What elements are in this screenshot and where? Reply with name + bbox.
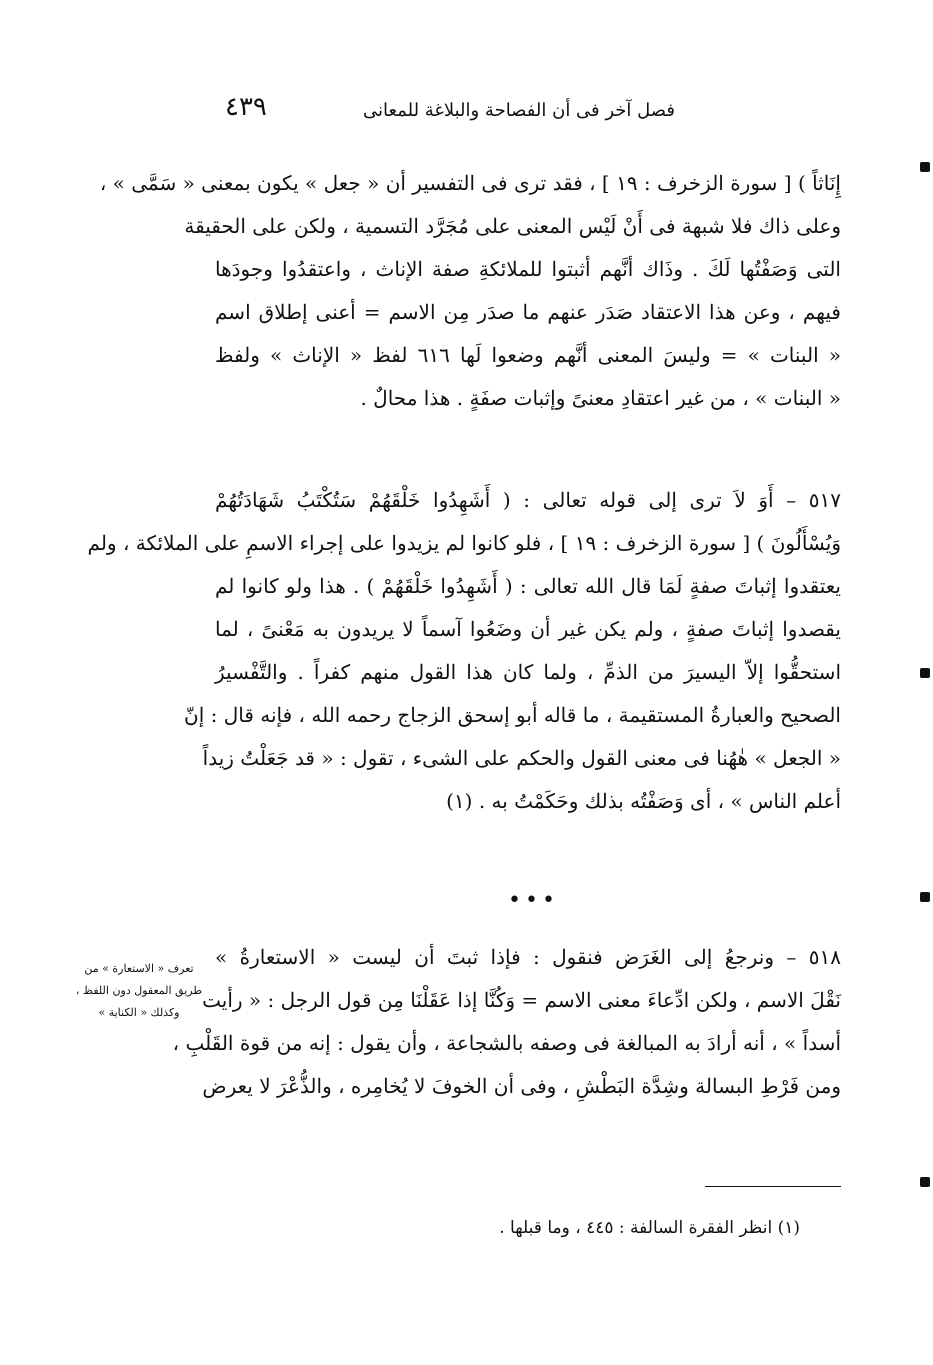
text-line: « البنات » ، من غير اعتقادِ معنىً وإثبات صفَةٍ . هذا محالٌ .	[360, 386, 841, 410]
text-line: استحقُّوا إلاّ اليسيرَ من الذمِّ ، ولما كان هذا القول منهم كفراً . والتَّفْسيرُ	[215, 660, 841, 684]
margin-note-line: تعرف « الاستعارة » من	[84, 962, 194, 975]
text-line: أعلم الناس » ، أى وَصَفْتُه بذلك وحَكَمْتُ به . (١)	[446, 789, 841, 813]
text-line: يقصدوا إثباتَ صفةٍ ، ولم يكن غير أن وضَعُوا آسماً لا يريدون به مَعْنىً ، لما	[215, 617, 841, 641]
text-line: نَقْلَ الاسم ، ولكن ادِّعاءَ معنى الاسم = وَكُنَّا إذا عَقَلْنَا مِن قول الرجل : « رأيت	[202, 988, 841, 1012]
page-edge-mark	[920, 1177, 930, 1187]
text-line: يعتقدوا إثباتَ صفةٍ لَمَا قال الله تعالى : ( أَشَهِدُوا خَلْقَهُمْ ) . هذا ولو كانوا لم	[215, 574, 841, 598]
text-line: التى وَصَفْتُها لَكَ . وذَاك أنَّهم أثبتوا للملائكةِ صفة الإناث ، واعتقدُوا وجودَها	[215, 257, 841, 281]
margin-note	[74, 958, 204, 1024]
page-header	[215, 92, 675, 132]
text-line: وَيُسْأَلُونَ ) [ سورة الزخرف : ١٩ ] ، فلو كانوا لم يزيدوا على إجراء الاسمِ على الملائكة ، ولم	[87, 531, 841, 555]
text-line: ومن فَرْطِ البسالة وشِدَّة البَطْشِ ، وفى أن الخوفَ لا يُخامِره ، والذُّعْرَ لا يعرض	[202, 1074, 841, 1098]
footnote: (١) انظر الفقرة السالفة : ٤٤٥ ، وما قبلها .	[499, 1218, 800, 1238]
paragraph-1	[99, 162, 841, 420]
footnote-divider	[705, 1186, 841, 1187]
page-number: ٤٣٩	[225, 92, 267, 122]
text-line: ٥١٨ – ونرجعُ إلى الغَرَض فنقول : فإذا ثبتَ أن ليست « الاستعارةُ »	[215, 945, 841, 969]
page-edge-mark	[920, 892, 930, 902]
text-line: الصحيح والعبارةُ المستقيمة ، ما قاله أبو إسحق الزجاج رحمه الله ، فإنه قال : إنّ	[184, 703, 841, 727]
page-edge-mark	[920, 162, 930, 172]
running-title: فصل آخر فى أن الفصاحة والبلاغة للمعانى	[363, 100, 675, 121]
paragraph-518	[172, 936, 841, 1108]
text-line: فيهم ، وعن هذا الاعتقاد صَدَر عنهم ما صدَر مِن الاسم = أعنى إطلاق اسم	[215, 300, 841, 324]
margin-note-line: طريق المعقول دون اللفظ ،	[75, 984, 203, 997]
text-line: أسداً » ، أنه أرادَ به المبالغة فى وصفه بالشجاعة ، وأن يقول : إنه من قوة القَلْبِ ،	[172, 1031, 841, 1055]
page-edge-mark	[920, 668, 930, 678]
text-line: « الجعل » هٰهُنا فى معنى القول والحكم على الشىء ، تقول : « قد جَعَلْتُ زيداً	[202, 746, 841, 770]
text-line: إِنَاثاً ) [ سورة الزخرف : ١٩ ] ، فقد ترى فى التفسير أن « جعل » يكون بمعنى « سَمَّى » ،	[99, 171, 841, 195]
margin-note-line: وكذلك « الكناية »	[98, 1006, 180, 1019]
paragraph-517	[87, 479, 841, 823]
text-line: وعلى ذاك فلا شبهة فى أَنْ لَيْس المعنى على مُجَرَّد التسمية ، ولكن على الحقيقة	[184, 214, 841, 238]
text-line: « البنات » = وليسَ المعنى أنَّهم وضعوا لَها ٦١٦ لفظ « الإناث » ولفظ	[215, 343, 841, 367]
text-line: ٥١٧ – أَوَ لاَ ترى إلى قوله تعالى : ( أَشَهِدُوا خَلْقَهُمْ سَتُكْتَبُ شَهَادَتُهُمْ	[215, 488, 841, 512]
section-separator: •••	[508, 888, 559, 913]
